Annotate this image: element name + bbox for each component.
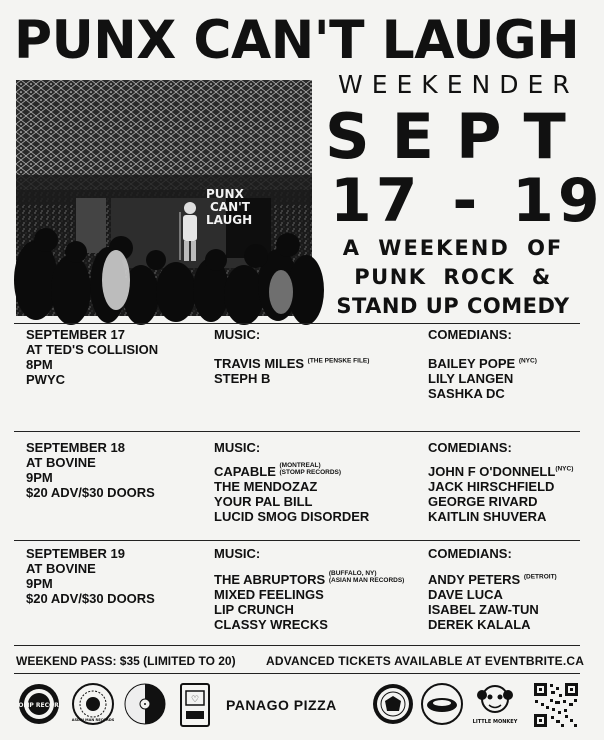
svg-text:PUNX: PUNX [206,187,244,201]
band-name: CAPABLE (MONTREAL) (STOMP RECORDS) [214,462,342,479]
cassette-logo [180,683,210,727]
little-monkey-logo [472,681,518,729]
music-header: MUSIC: [214,440,261,455]
night-time: 9PM [26,576,53,591]
band-name: MIXED FEELINGS [214,587,324,602]
band-note: (THE PENSKE FILE) [307,357,370,365]
band-note: (BUFFALO, NY) [328,570,377,577]
band-note: (STOMP RECORDS) [279,469,342,476]
night-1-info [26,327,211,387]
ticket-info: ADVANCED TICKETS AVAILABLE AT EVENTBRITE.CA [266,654,585,668]
stomp-records-logo [9,683,69,725]
comedian-name: BAILEY POPE $^{(NYC)}$ [428,356,537,371]
comedian-note: (NYC) [518,357,537,365]
night-2-music [214,440,424,524]
comedian-note: (NYC) [555,465,574,473]
night-price: $20 ADV/$30 DOORS [26,591,155,606]
music-header: MUSIC: [214,327,261,342]
svg-text:STOMP RECORDS: STOMP RECORDS [9,702,69,709]
band-name: THE MENDOZAZ [214,479,318,494]
asian-man-records-logo [72,683,114,725]
divider [14,645,580,646]
tagline-line-2: PUNK ROCK & [354,265,552,289]
music-header: MUSIC: [214,546,261,561]
divider [14,323,580,324]
band-name: LUCID SMOG DISORDER [214,509,370,524]
night-1-comedians [428,327,583,401]
comedian-name: SASHKA DC [428,386,505,401]
band-name: TRAVIS MILES $^{(THE PENSKE FILE)}$ [214,356,370,371]
night-time: 8PM [26,357,53,372]
night-1-music [214,327,424,386]
comedian-name: DEREK KALALA [428,617,531,632]
night-date: SEPTEMBER 18 [26,440,125,455]
svg-text:♡: ♡ [190,694,200,704]
svg-text:LITTLE MONKEY: LITTLE MONKEY [472,719,518,725]
night-date: SEPTEMBER 19 [26,546,125,561]
comedian-note: (DETROIT) [523,573,557,581]
qr-code[interactable] [532,681,580,729]
comedians-header: COMEDIANS: [428,327,512,342]
comedian-name: ANDY PETERS $^{(DETROIT)}$ [428,572,557,587]
night-date: SEPTEMBER 17 [26,327,125,342]
comedians-header: COMEDIANS: [428,546,512,561]
car-logo [421,683,463,725]
night-price: $20 ADV/$30 DOORS [26,485,155,500]
band-name: STEPH B [214,371,271,386]
band-name: CLASSY WRECKS [214,617,328,632]
divider [14,431,580,432]
comedian-name: DAVE LUCA [428,587,503,602]
comedian-name: GEORGE RIVARD [428,494,538,509]
night-venue: AT BOVINE [26,455,96,470]
event-dates: 17 - 19 [330,166,604,236]
night-price: PWYC [26,372,65,387]
divider [14,673,580,674]
night-3-info [26,546,211,606]
comedian-name: ISABEL ZAW-TUN [428,602,539,617]
comedian-name: JOHN F $O'DONNELL^{(NYC)}$ [428,464,574,479]
night-time: 9PM [26,470,53,485]
poster-title: PUNX CAN'T LAUGH [14,10,580,71]
band-name: YOUR PAL BILL [214,494,313,509]
band-note: (ASIAN MAN RECORDS) [328,577,405,584]
band-name: LIP CRUNCH [214,602,294,617]
record-logo [124,683,166,725]
bovine-logo [372,683,414,725]
svg-text:CAN'T: CAN'T [210,200,250,214]
weekend-pass-label: WEEKEND PASS: [16,654,117,668]
event-month: SEPT [325,100,588,173]
divider [14,540,580,541]
panago-pizza-logo: PANAGO PIZZA [226,697,337,713]
night-3-music [214,546,424,632]
tagline-line-3: STAND UP COMEDY [336,294,570,318]
night-2-comedians [428,440,583,524]
night-venue: AT TED'S COLLISION [26,342,159,357]
comedian-name: JACK HIRSCHFIELD [428,479,555,494]
svg-text:LAUGH: LAUGH [206,213,253,227]
weekend-pass [16,654,236,668]
tagline-line-1: A WEEKEND OF [342,236,564,260]
band-note: (MONTREAL) [279,462,321,469]
band-name: THE ABRUPTORS (BUFFALO, NY) (ASIAN MAN RECORDS) [214,570,405,587]
night-3-comedians [428,546,583,632]
comedian-name: LILY LANGEN [428,371,514,386]
stage-photo [16,80,312,316]
weekend-pass-value: $35 (LIMITED TO 20) [119,654,236,668]
night-venue: AT BOVINE [26,561,96,576]
night-2-info [26,440,211,500]
poster-subtitle: WEEKENDER [338,70,579,99]
svg-text:ASIAN MAN RECORDS: ASIAN MAN RECORDS [71,718,115,722]
comedians-header: COMEDIANS: [428,440,512,455]
comedian-name: KAITLIN SHUVERA [428,509,547,524]
